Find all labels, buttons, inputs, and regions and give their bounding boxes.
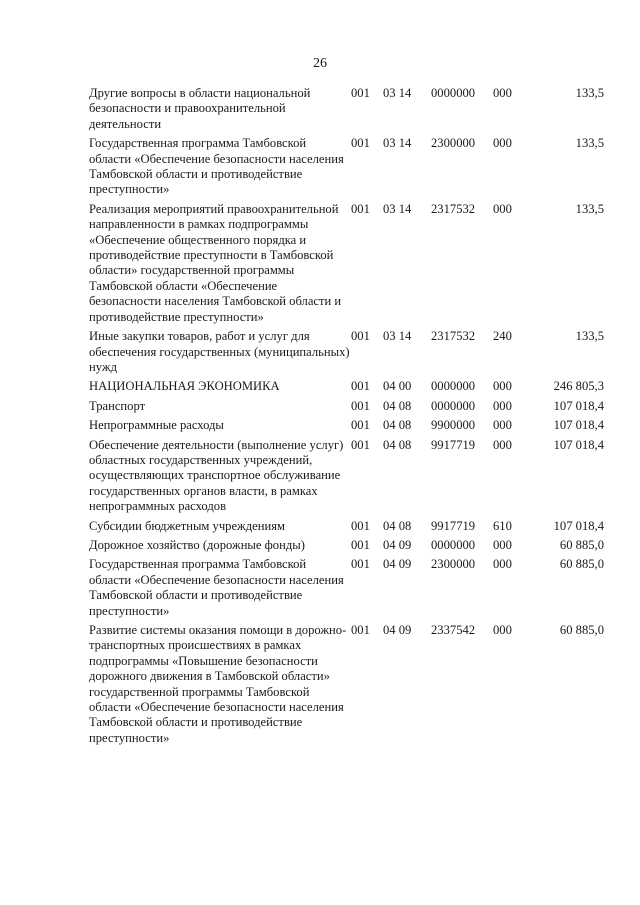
section-code: 03 14 <box>383 86 412 100</box>
amount: 107 018,4 <box>553 418 604 433</box>
expense-name: Реализация мероприятий правоохранительной направленности в рамках подпрограммы «Обеспечение общественного порядка и противодействие преступности в Тамбовской области» государственной программы Тамбовской области «Обеспечение безопасности населения Тамбовской области и противодействие преступности» <box>89 201 342 324</box>
expense-type-code: 000 <box>493 398 512 413</box>
department-code: 001 <box>351 537 370 552</box>
target-article-code: 9917719 <box>431 437 476 452</box>
section-code: 04 00 <box>383 379 412 394</box>
expense-name: Другие вопросы в области национальной безопасности и правоохранительной деятельности <box>89 86 311 131</box>
amount: 133,5 <box>575 136 604 151</box>
expense-type-code: 000 <box>493 136 512 151</box>
expense-name: Развитие системы оказания помощи в дорожно-транспортных происшествиях в рамках подпрограммы «Повышение безопасности дорожного движения в Тамбовской области» государственной программы Тамбовской области «Обеспечение безопасности населения Тамбовской области и противодействие преступности» <box>89 623 347 745</box>
table-row <box>89 519 604 538</box>
amount: 107 018,4 <box>553 518 604 533</box>
expense-name: Государственная программа Тамбовской области «Обеспечение безопасности населения Тамбовской области и противодействие преступности» <box>89 557 344 618</box>
department-code: 001 <box>351 557 370 572</box>
expense-name: Транспорт <box>89 398 146 413</box>
amount: 60 885,0 <box>559 537 604 552</box>
expense-name: Субсидии бюджетным учреждениям <box>89 518 285 533</box>
target-article-code: 9917719 <box>431 518 476 533</box>
target-article-code: 0000000 <box>431 86 476 100</box>
target-article-code: 2337542 <box>431 623 476 637</box>
table-row <box>89 538 604 557</box>
department-code: 001 <box>351 398 370 413</box>
table-row <box>89 438 604 519</box>
page-number: 26 <box>313 56 327 71</box>
department-code: 001 <box>351 623 370 637</box>
expense-type-code: 000 <box>493 201 512 216</box>
expense-type-code: 240 <box>493 329 512 344</box>
section-code: 03 14 <box>383 329 412 344</box>
department-code: 001 <box>351 518 370 533</box>
target-article-code: 0000000 <box>431 398 476 413</box>
expense-type-code: 610 <box>493 518 512 533</box>
table-row <box>89 136 604 202</box>
department-code: 001 <box>351 86 370 100</box>
amount: 246 805,3 <box>553 379 604 394</box>
expense-name: НАЦИОНАЛЬНАЯ ЭКОНОМИКА <box>89 379 280 394</box>
department-code: 001 <box>351 379 370 394</box>
target-article-code: 2317532 <box>431 201 476 216</box>
amount: 107 018,4 <box>553 398 604 413</box>
amount: 107 018,4 <box>553 437 604 452</box>
section-code: 04 09 <box>383 623 412 637</box>
target-article-code: 2300000 <box>431 136 476 151</box>
section-code: 04 08 <box>383 398 412 413</box>
section-code: 04 08 <box>383 437 412 452</box>
section-code: 04 08 <box>383 418 412 433</box>
budget-table <box>89 86 604 750</box>
expense-name: Государственная программа Тамбовской области «Обеспечение безопасности населения Тамбовской области и противодействие преступности» <box>89 136 344 197</box>
section-code: 04 08 <box>383 518 412 533</box>
expense-type-code: 000 <box>493 418 512 433</box>
table-row <box>89 418 604 437</box>
table-row <box>89 379 604 398</box>
department-code: 001 <box>351 418 370 433</box>
expense-name: Обеспечение деятельности (выполнение услуг) областных государственных учреждений, осуществляющих транспортное обслуживание государственных органов власти, в рамках непрограммных расходов <box>89 437 344 514</box>
amount: 133,5 <box>575 201 604 216</box>
expense-type-code: 000 <box>493 623 512 637</box>
expense-type-code: 000 <box>493 437 512 452</box>
amount: 60 885,0 <box>559 557 604 572</box>
amount: 133,5 <box>575 329 604 344</box>
section-code: 03 14 <box>383 201 412 216</box>
table-row <box>89 623 604 750</box>
section-code: 04 09 <box>383 557 412 572</box>
section-code: 04 09 <box>383 537 412 552</box>
expense-name: Иные закупки товаров, работ и услуг для обеспечения государственных (муниципальных) нужд <box>89 329 350 374</box>
department-code: 001 <box>351 201 370 216</box>
target-article-code: 0000000 <box>431 379 476 394</box>
expense-name: Непрограммные расходы <box>89 418 224 433</box>
target-article-code: 2317532 <box>431 329 476 344</box>
expense-type-code: 000 <box>493 86 512 100</box>
department-code: 001 <box>351 329 370 344</box>
amount: 133,5 <box>575 86 604 100</box>
table-row <box>89 202 604 329</box>
expense-type-code: 000 <box>493 537 512 552</box>
department-code: 001 <box>351 437 370 452</box>
amount: 60 885,0 <box>559 623 604 637</box>
table-row <box>89 329 604 379</box>
expense-name: Дорожное хозяйство (дорожные фонды) <box>89 537 305 552</box>
section-code: 03 14 <box>383 136 412 151</box>
table-row <box>89 86 604 136</box>
target-article-code: 0000000 <box>431 537 476 552</box>
department-code: 001 <box>351 136 370 151</box>
target-article-code: 2300000 <box>431 557 476 572</box>
expense-type-code: 000 <box>493 379 512 394</box>
table-row <box>89 557 604 623</box>
table-row <box>89 399 604 418</box>
target-article-code: 9900000 <box>431 418 476 433</box>
expense-type-code: 000 <box>493 557 512 572</box>
